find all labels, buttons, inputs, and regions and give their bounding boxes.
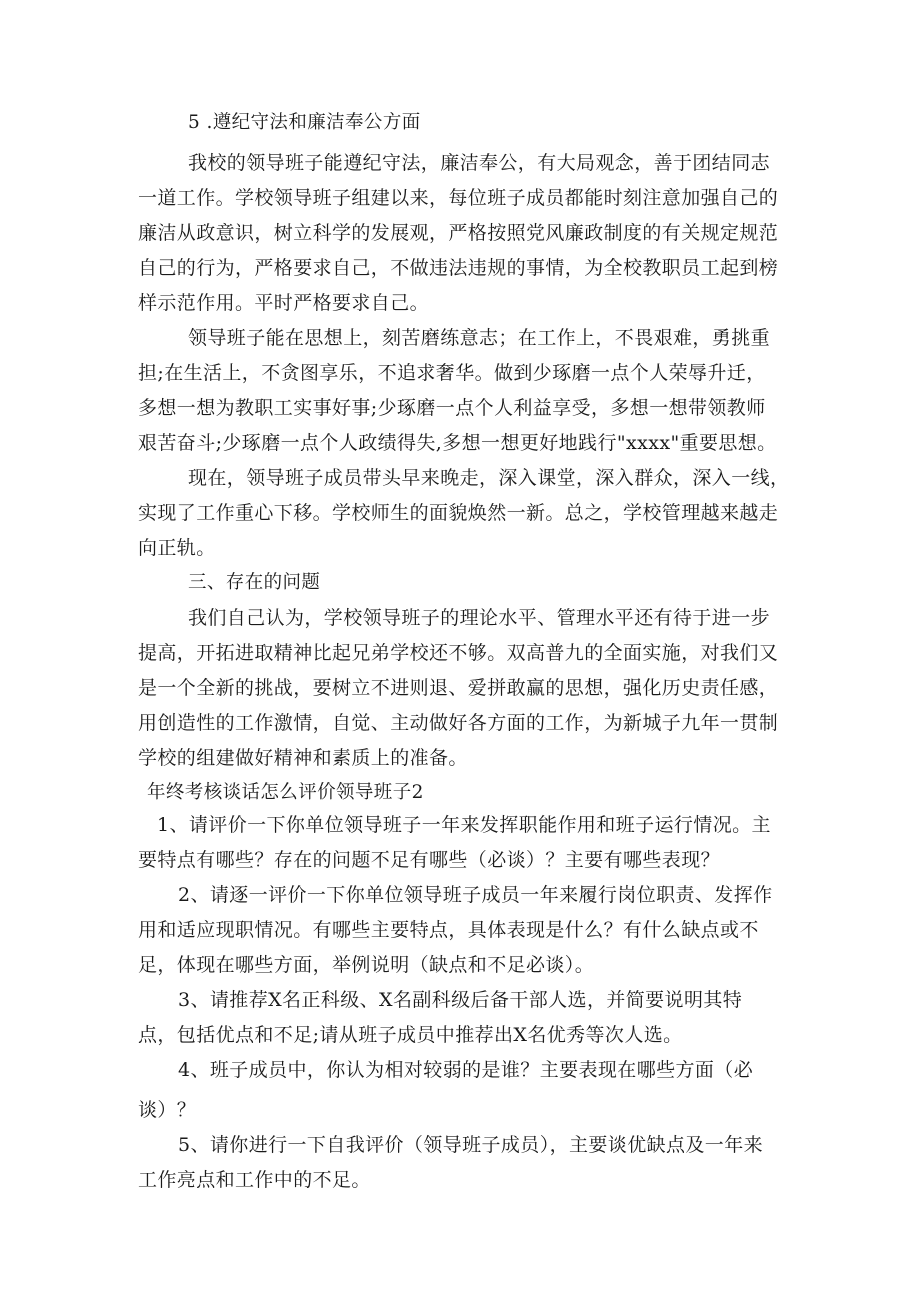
question-line: 要特点有哪些？存在的问题不足有哪些（必谈）？主要有哪些表现？	[138, 849, 721, 871]
paragraph-line: 用创造性的工作激情，自觉、主动做好各方面的工作，为新城子九年一贯制	[138, 712, 779, 734]
paragraph-line: 实现了工作重心下移。学校师生的面貌焕然一新。总之，学校管理越来越走	[138, 502, 779, 524]
paragraph-line: 向正轨。	[138, 537, 216, 559]
question-line: 1、请评价一下你单位领导班子一年来发挥职能作用和班子运行情况。主	[157, 814, 771, 836]
question-line: 足，体现在哪些方面，举例说明（缺点和不足必谈）。	[138, 954, 595, 976]
question-line: 工作亮点和工作中的不足。	[138, 1169, 371, 1191]
paragraph-line: 现在，领导班子成员带头早来晚走，深入课堂，深入群众，深入一线，	[188, 467, 790, 489]
question-line: 点，包括优点和不足;请从班子成员中推荐出X名优秀等次人选。	[138, 1024, 683, 1046]
paragraph-line: 领导班子能在思想上，刻苦磨练意志；在工作上，不畏艰难，勇挑重	[188, 327, 771, 349]
question-line: 用和适应现职情况。有哪些主要特点，具体表现是什么？有什么缺点或不	[138, 919, 759, 941]
question-line: 2、请逐一评价一下你单位领导班子成员一年来履行岗位职责、发挥作	[178, 884, 773, 906]
paragraph-line: 艰苦奋斗;少琢磨一点个人政绩得失,多想一想更好地践行"xxxx"重要思想。	[138, 432, 777, 454]
paragraph-line: 是一个全新的挑战，要树立不进则退、爱拼敢赢的思想，强化历史责任感，	[138, 677, 779, 699]
paragraph-line: 提高，开拓进取精神比起兄弟学校还不够。双高普九的全面实施，对我们又	[138, 642, 779, 664]
question-line: 4、班子成员中，你认为相对较弱的是谁？主要表现在哪些方面（必	[178, 1059, 754, 1081]
question-line: 谈）？	[138, 1099, 197, 1121]
paragraph-line: 我校的领导班子能遵纪守法，廉洁奉公，有大局观念，善于团结同志	[188, 152, 771, 174]
paragraph-line: 样示范作用。平时严格要求自己。	[138, 292, 430, 314]
section-3-title: 三、存在的问题	[188, 572, 321, 593]
section-5-title: 5 .遵纪守法和廉洁奉公方面	[188, 112, 421, 133]
question-line: 5、请你进行一下自我评价（领导班子成员），主要谈优缺点及一年来	[178, 1134, 763, 1156]
paragraph-line: 学校的组建做好精神和素质上的准备。	[138, 747, 468, 769]
paragraph-line: 多想一想为教职工实事好事;少琢磨一点个人利益享受，多想一想带领教师	[138, 397, 766, 419]
document-subtitle: 年终考核谈话怎么评价领导班子2	[147, 782, 424, 803]
paragraph-line: 我们自己认为，学校领导班子的理论水平、管理水平还有待于进一步	[188, 607, 771, 629]
paragraph-line: 一道工作。学校领导班子组建以来，每位班子成员都能时刻注意加强自己的	[138, 187, 779, 209]
paragraph-line: 担;在生活上，不贪图享乐，不追求奢华。做到少琢磨一点个人荣辱升迁，	[138, 362, 766, 384]
question-line: 3、请推荐X名正科级、X名副科级后备干部人选，并简要说明其特	[178, 989, 743, 1011]
paragraph-line: 自己的行为，严格要求自己，不做违法违规的事情，为全校教职员工起到榜	[138, 257, 779, 279]
paragraph-line: 廉洁从政意识，树立科学的发展观，严格按照党风廉政制度的有关规定规范	[138, 222, 779, 244]
